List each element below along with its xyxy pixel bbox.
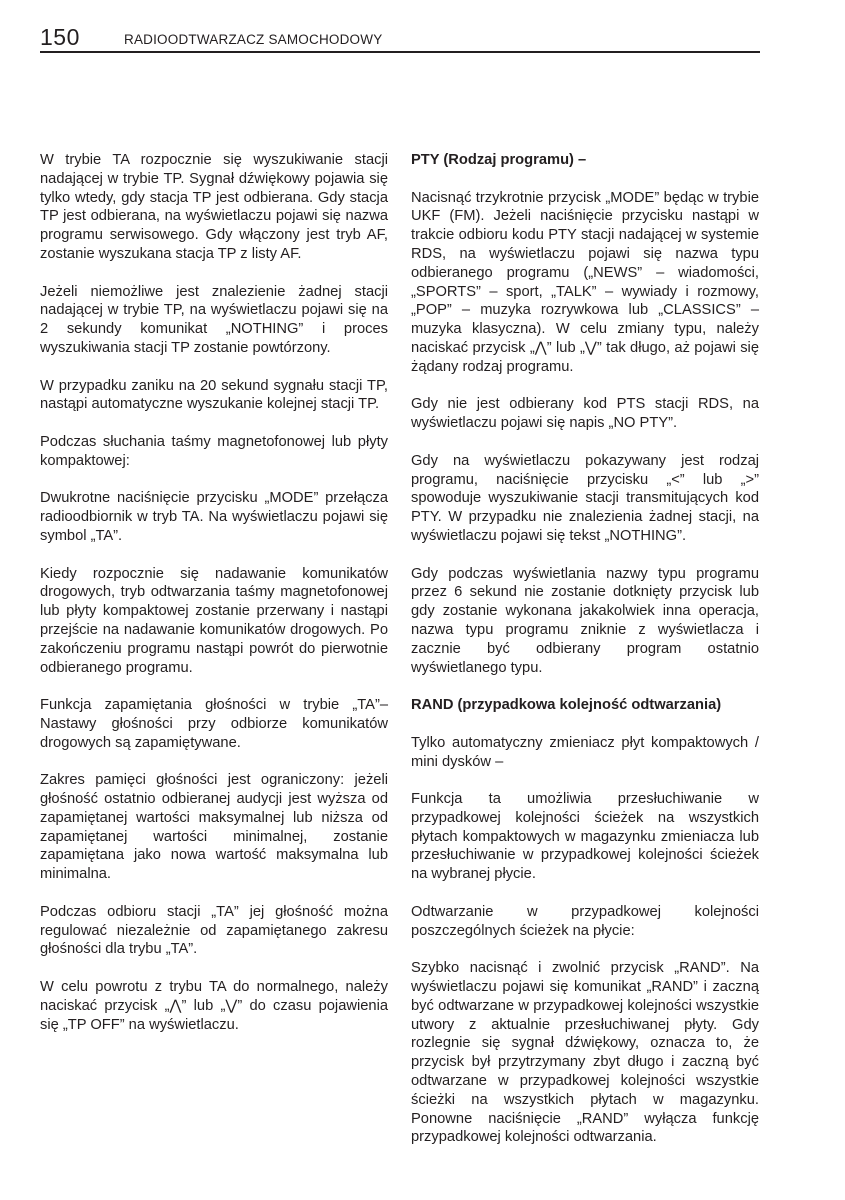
right-column bbox=[411, 151, 759, 1166]
paragraph-tp-signal-loss: W przypadku zaniku na 20 sekund sygnału stacji TP, nastąpi automatyczne wyszukanie kolejnej stacji TP. bbox=[40, 377, 388, 413]
paragraph-return-normal: W celu powrotu z trybu TA do normalnego, należy naciskać przycisk „⋀” lub „⋁” do czasu pojawienia się „TP OFF” na wyświetlaczu. bbox=[40, 979, 388, 1033]
paragraph-pty-search: Gdy na wyświetlaczu pokazywany jest rodzaj programu, naciśnięcie przycisku „<” lub „>” spowoduje wyszukiwanie stacji transmitujących kod PTY. W przypadku nie znalezienia żadnej stacji, na wyświetlaczu pojawi się tekst „NOTHING”. bbox=[411, 452, 759, 544]
paragraph-no-pty: Gdy nie jest odbierany kod PTS stacji RDS, na wyświetlaczu pojawi się napis „NO PTY”. bbox=[411, 396, 759, 432]
paragraph-tape-cd-intro: Podczas słuchania taśmy magnetofonowej lub płyty kompaktowej: bbox=[40, 433, 388, 469]
pty-heading: PTY (Rodzaj programu) – bbox=[411, 152, 587, 168]
paragraph-pty-timeout: Gdy podczas wyświetlania nazwy typu programu przez 6 sekund nie zostanie dotknięty przycisk lub gdy zostanie wykonana jakakolwiek inna operacja, nazwa typu programu zniknie z wyświetlacza i zacznie być odbierany program ostatnio wyświetlanego typu. bbox=[411, 565, 759, 676]
page-number: 150 bbox=[40, 24, 80, 50]
left-column bbox=[40, 151, 388, 1053]
paragraph-rand-press: Szybko nacisnąć i zwolnić przycisk „RAND”. Na wyświetlaczu pojawi się komunikat „RAND” i zaczną być odtwarzane w przypadkowej kolejności wszystkie utwory z aktualnie przesłuchiwanej płyty. Gdy rozlegnie się sygnał dźwiękowy, oznacza to, że przycisk był przytrzymany zbyt długo i zaczną być odtwarzane w przypadkowej kolejności wszystkie ścieżki na wszystkich płytach w magazynku. Ponowne naciśnięcie „RAND” wyłącza funkcję przypadkowej kolejności odtwarzania. bbox=[411, 960, 759, 1146]
paragraph-volume-memory: Funkcja zapamiętania głośności w trybie „TA”– Nastawy głośności przy odbiorze komunikatów drogowych są zapamiętywane. bbox=[40, 697, 388, 751]
page-header bbox=[40, 24, 760, 53]
paragraph-pty-mode: Nacisnąć trzykrotnie przycisk „MODE” będąc w trybie UKF (FM). Jeżeli naciśnięcie przycisku nastąpi w trakcie odbioru kodu PTY stacji nadającej w systemie RDS, na wyświetlaczu pojawi się nazwa typu odbieranego programu („NEWS” – wiadomości, „SPORTS” – sport, „TALK” – wywiady i rozmowy, „POP” – muzyka rozrywkowa lub „CLASSICS” – muzyka klasyczna). W celu zmiany typu, należy naciskać przycisk „⋀” lub „⋁” tak długo, aż pojawi się żądany rodzaj programu. bbox=[411, 189, 759, 375]
paragraph-traffic-announcements: Kiedy rozpocznie się nadawanie komunikatów drogowych, tryb odtwarzania taśmy magnetofonowej lub płyty kompaktowej zostanie przerwany i nastąpi przejście na nadawanie komunikatów drogowych. Po zakończeniu programu nastąpi powrót do pierwotnie odbieranego programu. bbox=[40, 565, 388, 676]
paragraph-ta-volume-control: Podczas odbioru stacji „TA” jej głośność można regulować niezależnie od zapamiętanego zakresu głośności dla trybu „TA”. bbox=[40, 903, 388, 958]
paragraph-rand-changer: Tylko automatyczny zmieniacz płyt kompaktowych / mini dysków – bbox=[411, 734, 759, 770]
paragraph-mode-twice: Dwukrotne naciśnięcie przycisku „MODE” przełącza radioodbiornik w tryb TA. Na wyświetlaczu pojawi się symbol „TA”. bbox=[40, 490, 388, 544]
paragraph-tp-nothing: Jeżeli niemożliwe jest znalezienie żadnej stacji nadającej w trybie TP, na wyświetlaczu pojawi się na 2 sekundy komunikat „NOTHING” i proces wyszukiwania stacji TP zostanie powtórzony. bbox=[40, 283, 388, 356]
paragraph-rand-function: Funkcja ta umożliwia przesłuchiwanie w przypadkowej kolejności ścieżek na wszystkich płytach kompaktowych w magazynku zmieniacza lub przesłuchiwanie w przypadkowej kolejności ścieżek na wybranej płycie. bbox=[411, 791, 759, 883]
paragraph-volume-range: Zakres pamięci głośności jest ograniczony: jeżeli głośność ostatnio odbieranej audycji jest wyższa od zapamiętanej wartości maksymalnej lub niższa od zapamiętanej wartości minimalnej, zostanie zapamiętana jako nowa wartość maksymalna lub minimalna. bbox=[40, 772, 388, 883]
running-title: RADIOODTWARZACZ SAMOCHODOWY bbox=[124, 32, 383, 47]
paragraph-ta-search: W trybie TA rozpocznie się wyszukiwanie stacji nadającej w trybie TP. Sygnał dźwiękowy pojawia się tylko wtedy, gdy stacja TP jest odbierana. Gdy stacja TP jest odbierana, na wyświetlaczu pojawi się nazwa programu serwisowego. Gdy włączony jest tryb AF, zostanie wyszukana stacja TP z listy AF. bbox=[40, 152, 388, 262]
rand-heading: RAND (przypadkowa kolejność odtwarzania) bbox=[411, 697, 722, 714]
paragraph-rand-tracks: Odtwarzanie w przypadkowej kolejności poszczególnych ścieżek na płycie: bbox=[411, 903, 759, 939]
